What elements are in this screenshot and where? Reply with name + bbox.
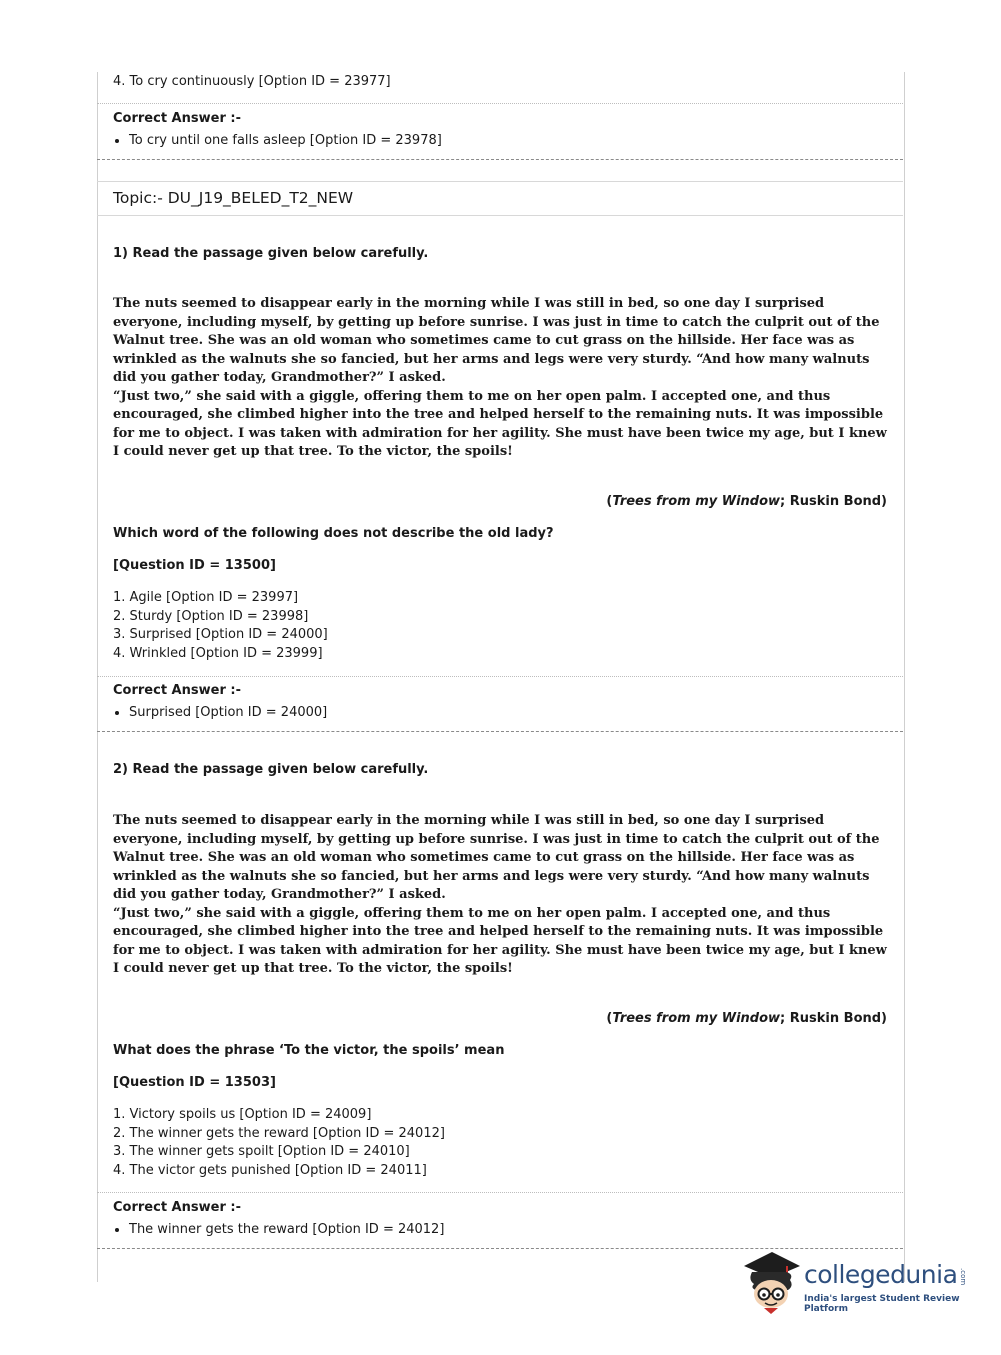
- question-2-id: [Question ID = 13503]: [113, 1075, 276, 1090]
- option-item: 1. Agile [Option ID = 23997]: [113, 590, 299, 605]
- section-separator: [97, 731, 903, 732]
- bullet-icon: [115, 1228, 119, 1232]
- correct-answer-label: Correct Answer :-: [113, 683, 241, 698]
- option-item: 3. Surprised [Option ID = 24000]: [113, 627, 328, 642]
- question-2-text: What does the phrase ‘To the victor, the spoils’ mean: [113, 1043, 505, 1058]
- question-1-text: Which word of the following does not describe the old lady?: [113, 526, 554, 541]
- logo-com: .com: [959, 1268, 967, 1286]
- question-2-passage: [113, 812, 893, 979]
- correct-answer-item: [115, 705, 327, 720]
- question-1-source: [606, 494, 887, 509]
- correct-answer-label: Correct Answer :-: [113, 111, 241, 126]
- divider: [97, 676, 903, 677]
- option-item: 3. The winner gets spoilt [Option ID = 24010]: [113, 1144, 410, 1159]
- option-item: 1. Victory spoils us [Option ID = 24009]: [113, 1107, 372, 1122]
- passage-paragraph: The nuts seemed to disappear early in the morning while I was still in bed, so one day I surprised everyone, including myself, by getting up before sunrise. I was just in time to catch the culprit out of the Walnut tree. She was an old woman who sometimes came to cut grass on the hillside. Her face was as wrinkled as the walnuts she so fancied, but her arms and legs were very sturdy. “And how many walnuts did you gather today, Grandmother?” I asked.: [113, 296, 880, 385]
- logo-tagline: India's largest Student Review Platform: [804, 1294, 960, 1314]
- mascot-icon: [742, 1250, 802, 1316]
- question-1-options: [113, 589, 328, 663]
- option-item: 4. Wrinkled [Option ID = 23999]: [113, 645, 323, 661]
- divider: [97, 103, 903, 104]
- question-1-heading: 1) Read the passage given below carefully.: [113, 246, 429, 261]
- topic-title: Topic:- DU_J19_BELED_T2_NEW: [113, 189, 354, 207]
- correct-answer-item: [115, 1222, 444, 1237]
- correct-answer-text: The winner gets the reward [Option ID = 24012]: [129, 1222, 445, 1237]
- option-item: 4. The victor gets punished [Option ID = 24011]: [113, 1162, 427, 1178]
- section-separator: [97, 1248, 903, 1249]
- topic-bottom-border: [97, 215, 903, 216]
- topic-top-border: [97, 181, 903, 182]
- question-2-source: [606, 1011, 887, 1026]
- source-paren: (: [606, 1011, 613, 1026]
- correct-answer-text: Surprised [Option ID = 24000]: [129, 705, 328, 720]
- previous-option-4: 4. To cry continuously [Option ID = 23977]: [113, 74, 391, 89]
- question-2-heading: 2) Read the passage given below carefully.: [113, 762, 429, 777]
- correct-answer-item: [115, 133, 442, 148]
- correct-answer-text: To cry until one falls asleep [Option ID = 23978]: [129, 133, 442, 148]
- divider: [97, 1192, 903, 1193]
- passage-paragraph: “Just two,” she said with a giggle, offering them to me on her open palm. I accepted one, and thus encouraged, she climbed higher into the tree and helped herself to the remaining nuts. It was impossible for me to object. I was taken with admiration for her agility. She must have been twice my age, but I knew I could never get up that tree. To the victor, the spoils!: [113, 388, 887, 459]
- bullet-icon: [115, 139, 119, 143]
- source-paren: (: [606, 494, 613, 509]
- source-author: ; Ruskin Bond): [780, 1011, 887, 1026]
- logo-wordmark: collegedunia: [804, 1260, 958, 1289]
- source-title: Trees from my Window: [612, 494, 781, 509]
- source-author: ; Ruskin Bond): [780, 494, 887, 509]
- passage-paragraph: “Just two,” she said with a giggle, offering them to me on her open palm. I accepted one, and thus encouraged, she climbed higher into the tree and helped herself to the remaining nuts. It was impossible for me to object. I was taken with admiration for her agility. She must have been twice my age, but I knew I could never get up that tree. To the victor, the spoils!: [113, 905, 887, 976]
- option-item: 2. Sturdy [Option ID = 23998]: [113, 608, 309, 624]
- collegedunia-logo: [742, 1250, 972, 1316]
- passage-paragraph: The nuts seemed to disappear early in the morning while I was still in bed, so one day I surprised everyone, including myself, by getting up before sunrise. I was just in time to catch the culprit out of the Walnut tree. She was an old woman who sometimes came to cut grass on the hillside. Her face was as wrinkled as the walnuts she so fancied, but her arms and legs were very sturdy. “And how many walnuts did you gather today, Grandmother?” I asked.: [113, 813, 880, 902]
- option-item: 2. The winner gets the reward [Option ID = 24012]: [113, 1125, 445, 1141]
- question-1-id: [Question ID = 13500]: [113, 558, 276, 573]
- question-2-options: [113, 1106, 445, 1180]
- section-separator: [97, 159, 903, 160]
- bullet-icon: [115, 711, 119, 715]
- question-1-passage: [113, 295, 893, 462]
- source-title: Trees from my Window: [612, 1011, 781, 1026]
- correct-answer-label: Correct Answer :-: [113, 1200, 241, 1215]
